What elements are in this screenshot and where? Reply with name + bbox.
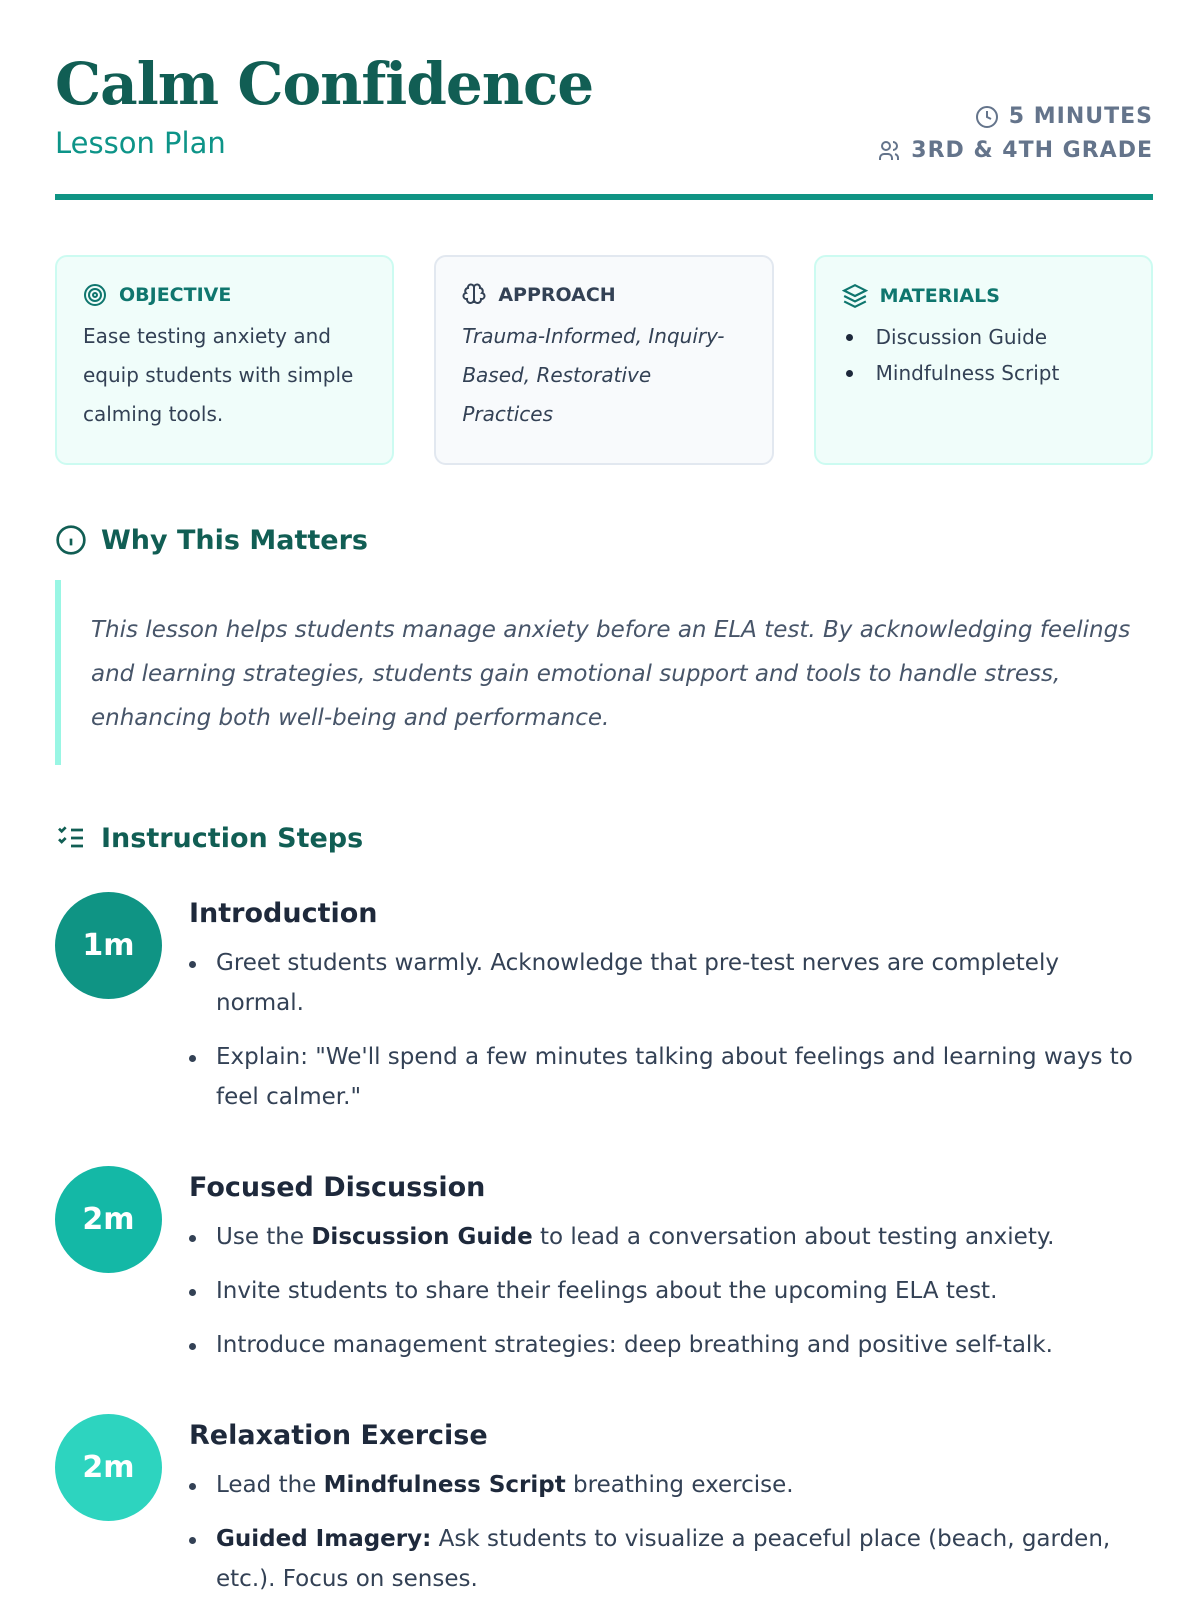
step-item: [189, 943, 1153, 1023]
grade: 3RD & 4TH GRADE: [911, 138, 1153, 163]
materials-label: MATERIALS: [879, 285, 1000, 307]
step-2: [55, 1166, 1153, 1379]
item-text: breathing exercise.: [565, 1472, 794, 1498]
item-text: Introduce management strategies: deep breathing and positive self-talk.: [216, 1332, 1053, 1358]
objective-card: [55, 255, 394, 465]
item-text: Invite students to share their feelings about the upcoming ELA test.: [216, 1278, 998, 1304]
item-text: Use the: [216, 1224, 312, 1250]
material-item: Mindfulness Script: [842, 355, 1125, 391]
steps-heading-text: Instruction Steps: [101, 822, 364, 854]
step-item: [189, 1519, 1153, 1599]
item-bold: Discussion Guide: [311, 1224, 533, 1250]
header-divider: [55, 194, 1153, 200]
step-item: [189, 1271, 1153, 1311]
item-text: Ask students to visualize a peaceful place (beach, garden, etc.). Focus on senses.: [216, 1526, 1111, 1592]
why-heading-text: Why This Matters: [101, 524, 368, 556]
why-quote: This lesson helps students manage anxiety before an ELA test. By acknowledging feelings and learning strategies, students gain emotional support and tools to handle stress, enhancing both well-being and performance.: [55, 580, 1153, 765]
step-1: [55, 892, 1153, 1131]
material-item: Discussion Guide: [842, 319, 1125, 355]
target-icon: [83, 283, 107, 307]
step-title: Relaxation Exercise: [189, 1420, 488, 1451]
steps-heading: [55, 822, 363, 854]
step-item: [189, 1217, 1153, 1257]
item-text: Explain: "We'll spend a few minutes talking about feelings and learning ways to feel calmer.": [216, 1044, 1133, 1110]
item-bold: Guided Imagery:: [216, 1526, 432, 1552]
list-checks-icon: [55, 822, 87, 854]
approach-text: Trauma-Informed, Inquiry-Based, Restorative Practices: [462, 324, 725, 426]
step-3: [55, 1414, 1153, 1613]
objective-label: OBJECTIVE: [119, 284, 232, 306]
step-time-badge: 2m: [55, 1414, 162, 1521]
lesson-meta: [877, 100, 1153, 168]
duration: 5 MINUTES: [1008, 104, 1153, 129]
item-text: to lead a conversation about testing anxiety.: [532, 1224, 1055, 1250]
why-heading: [55, 524, 368, 556]
step-time-badge: 2m: [55, 1166, 162, 1273]
layers-icon: [842, 283, 868, 309]
step-title: Introduction: [189, 898, 378, 929]
step-time-badge: 1m: [55, 892, 162, 999]
step-item: [189, 1037, 1153, 1117]
item-bold: Mindfulness Script: [323, 1472, 566, 1498]
clock-icon: [975, 105, 999, 129]
step-title: Focused Discussion: [189, 1172, 486, 1203]
item-text: Lead the: [216, 1472, 324, 1498]
step-item: [189, 1465, 1153, 1505]
item-text: Greet students warmly. Acknowledge that pre-test nerves are completely normal.: [216, 950, 1059, 1016]
brain-icon: [462, 283, 486, 307]
page-subtitle: Lesson Plan: [55, 126, 226, 160]
approach-card: [434, 255, 773, 465]
users-icon: [877, 139, 901, 163]
page-title: Calm Confidence: [55, 50, 594, 118]
info-icon: [55, 524, 87, 556]
objective-text: Ease testing anxiety and equip students with simple calming tools.: [83, 324, 354, 426]
materials-card: [814, 255, 1153, 465]
step-item: [189, 1325, 1153, 1365]
approach-label: APPROACH: [498, 284, 616, 306]
